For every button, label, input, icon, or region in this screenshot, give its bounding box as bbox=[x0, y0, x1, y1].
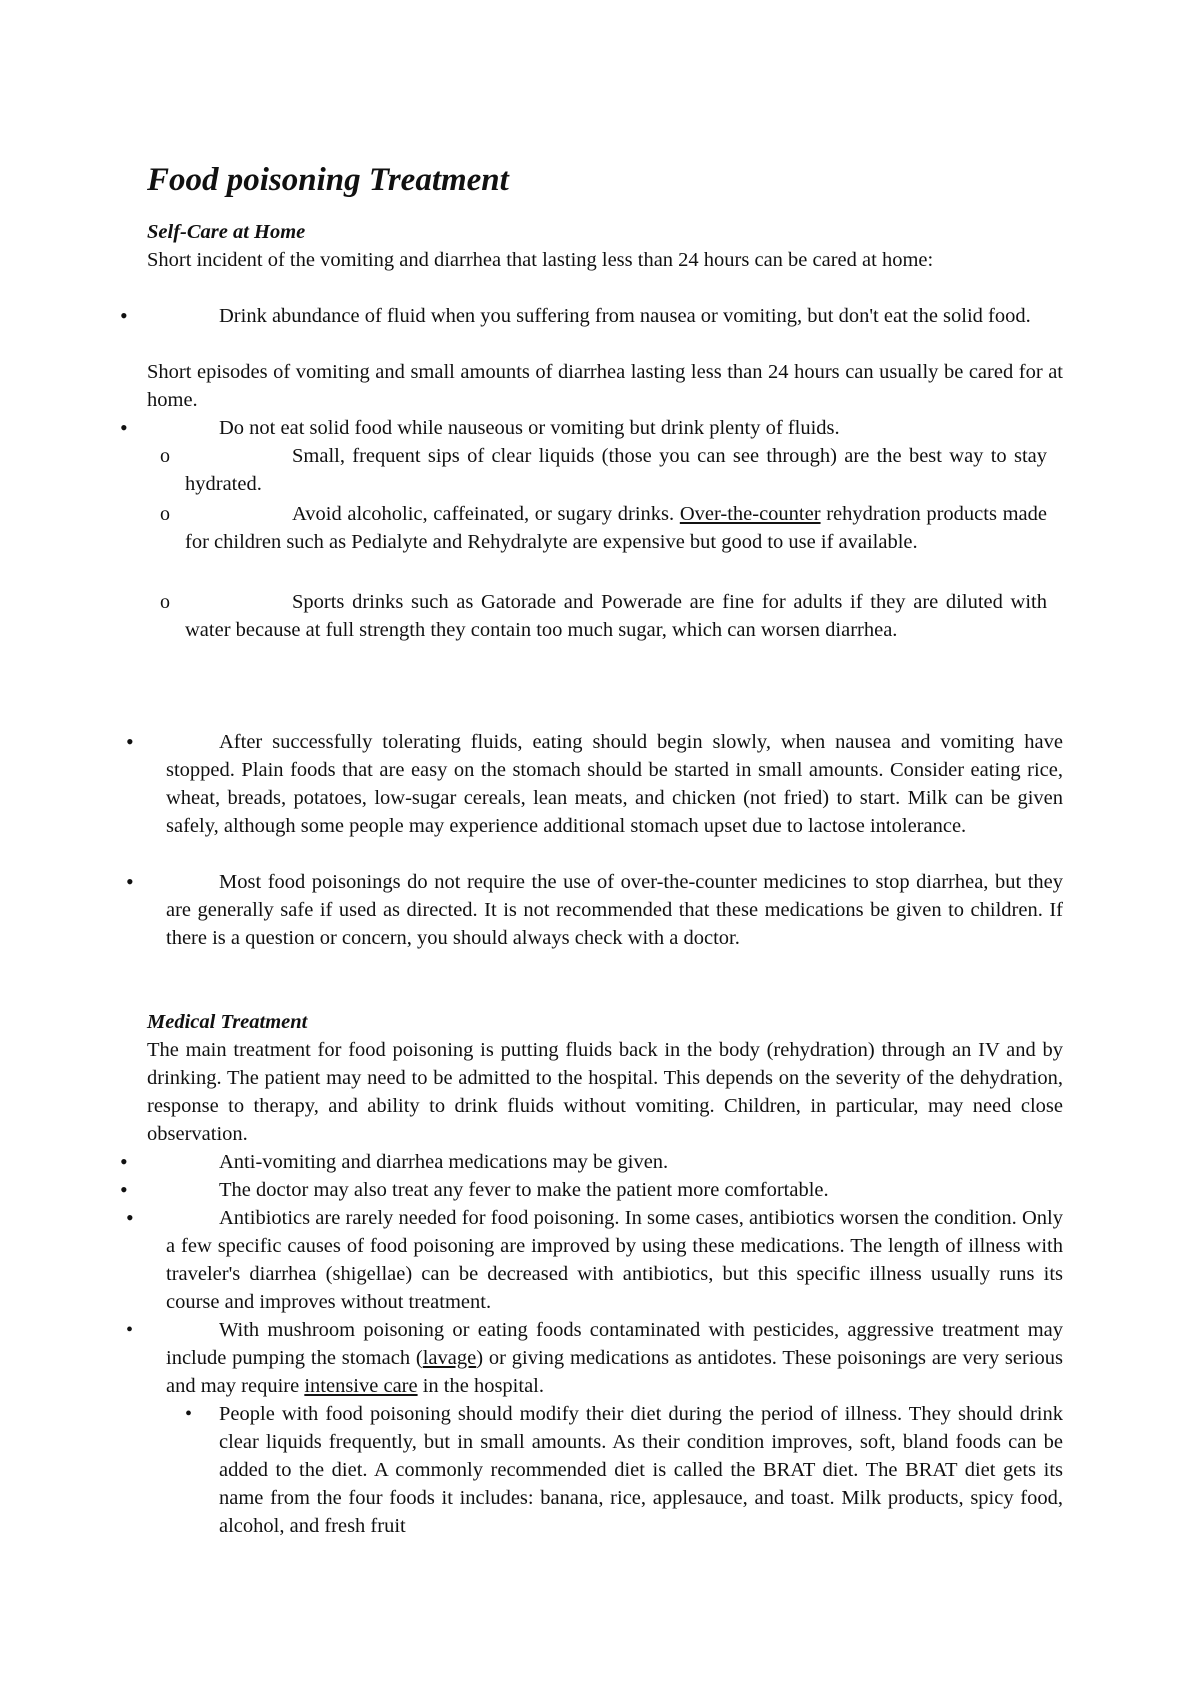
paragraph-intro: Short incident of the vomiting and diarrhea that lasting less than 24 hours can be cared at home: bbox=[147, 249, 934, 271]
bullet-marker: • bbox=[185, 1403, 193, 1425]
list-item-text: After successfully tolerating fluids, eating should begin slowly, when nausea and vomiting have stopped. Plain foods that are easy on the stomach should be started in small amounts. Consider eating rice, wheat, breads, potatoes, low-sugar cereals, lean meats, and chicken (not fried) to start. Milk can be given safely, although some people may experience additional stomach upset due to lactose intolerance. bbox=[166, 731, 1063, 837]
bullet-marker: • bbox=[126, 1205, 134, 1230]
bullet-marker: • bbox=[120, 1149, 128, 1174]
list-item bbox=[120, 302, 1063, 330]
page-title: Food poisoning Treatment bbox=[147, 162, 509, 198]
list-item-text-part: With mushroom poisoning or eating foods contaminated with pesticides, aggressive treatment may include pumping the stomach ( bbox=[166, 1319, 1063, 1369]
bullet-marker: • bbox=[126, 729, 134, 754]
intensive-care-link[interactable]: intensive care bbox=[304, 1375, 418, 1397]
list-item bbox=[120, 1176, 1063, 1204]
list-item-text: Do not eat solid food while nauseous or vomiting but drink plenty of fluids. bbox=[219, 417, 840, 439]
paragraph-short-episodes: Short episodes of vomiting and small amounts of diarrhea lasting less than 24 hours can usually be cared for at home. bbox=[147, 361, 1063, 411]
sub-bullet-marker: o bbox=[160, 591, 170, 613]
sub-list-item bbox=[160, 500, 1048, 556]
paragraph-medical-intro: The main treatment for food poisoning is putting fluids back in the body (rehydration) through an IV and by drinking. The patient may need to be admitted to the hospital. This depends on the severity of the dehydration, response to therapy, and ability to drink fluids without vomiting. Children, in particular, may need close observation. bbox=[147, 1039, 1063, 1145]
list-item-text: People with food poisoning should modify their diet during the period of illness. They should drink clear liquids frequently, but in small amounts. As their condition improves, soft, bland foods can be added to the diet. A commonly recommended diet is called the BRAT diet. The BRAT diet gets its name from the four foods it includes: banana, rice, applesauce, and toast. Milk products, spicy food, alcohol, and fresh fruit bbox=[219, 1403, 1063, 1537]
bullet-marker: • bbox=[120, 415, 128, 440]
list-item-text bbox=[166, 1316, 1063, 1400]
bullet-marker: • bbox=[120, 1177, 128, 1202]
sub-list-item-text-part: rehydration products made for children such as Pedialyte and Rehydralyte are expensive but good to use if available. bbox=[185, 503, 1048, 553]
list-item bbox=[126, 1316, 1064, 1400]
sub-list-item bbox=[160, 588, 1047, 644]
list-item bbox=[185, 1400, 1063, 1540]
bullet-marker: • bbox=[126, 869, 134, 894]
list-item bbox=[120, 1148, 1063, 1176]
sub-bullet-marker: o bbox=[160, 445, 170, 467]
list-item bbox=[126, 868, 1063, 952]
sub-bullet-marker: o bbox=[160, 503, 170, 525]
over-the-counter-link[interactable]: Over-the-counter bbox=[679, 503, 821, 525]
sub-list-item-text-part: Avoid alcoholic, caffeinated, or sugary drinks. bbox=[292, 503, 680, 525]
sub-list-item-text bbox=[185, 500, 1047, 556]
bullet-marker: • bbox=[126, 1319, 134, 1341]
list-item bbox=[120, 414, 1063, 442]
list-item-text: The doctor may also treat any fever to make the patient more comfortable. bbox=[219, 1179, 829, 1201]
list-item-text: Drink abundance of fluid when you suffering from nausea or vomiting, but don't eat the solid food. bbox=[219, 305, 1031, 327]
list-item-text-part: ) or giving medications as antidotes. These poisonings are very serious and may require bbox=[166, 1347, 1064, 1397]
lavage-link[interactable]: lavage bbox=[422, 1347, 477, 1369]
section-heading-self-care: Self-Care at Home bbox=[147, 221, 306, 243]
sub-list-item bbox=[160, 442, 1047, 498]
section-heading-medical: Medical Treatment bbox=[147, 1011, 308, 1033]
list-item-text: Most food poisonings do not require the use of over-the-counter medicines to stop diarrhea, but they are generally safe if used as directed. It is not recommended that these medications be given to children. If there is a question or concern, you should always check with a doctor. bbox=[166, 871, 1063, 949]
sub-list-item-text: Small, frequent sips of clear liquids (those you can see through) are the best way to stay hydrated. bbox=[185, 445, 1047, 495]
bullet-marker: • bbox=[120, 303, 128, 328]
list-item-text: Anti-vomiting and diarrhea medications may be given. bbox=[219, 1151, 669, 1173]
list-item-text: Antibiotics are rarely needed for food poisoning. In some cases, antibiotics worsen the condition. Only a few specific causes of food poisoning are improved by using these medications. The length of illness with traveler's diarrhea (shigellae) can be decreased with antibiotics, but this specific illness usually runs its course and improves without treatment. bbox=[166, 1207, 1063, 1313]
list-item-text-part: in the hospital. bbox=[417, 1375, 544, 1397]
sub-list-item-text: Sports drinks such as Gatorade and Powerade are fine for adults if they are diluted with water because at full strength they contain too much sugar, which can worsen diarrhea. bbox=[185, 591, 1047, 641]
list-item bbox=[126, 1204, 1063, 1316]
list-item bbox=[126, 728, 1063, 840]
